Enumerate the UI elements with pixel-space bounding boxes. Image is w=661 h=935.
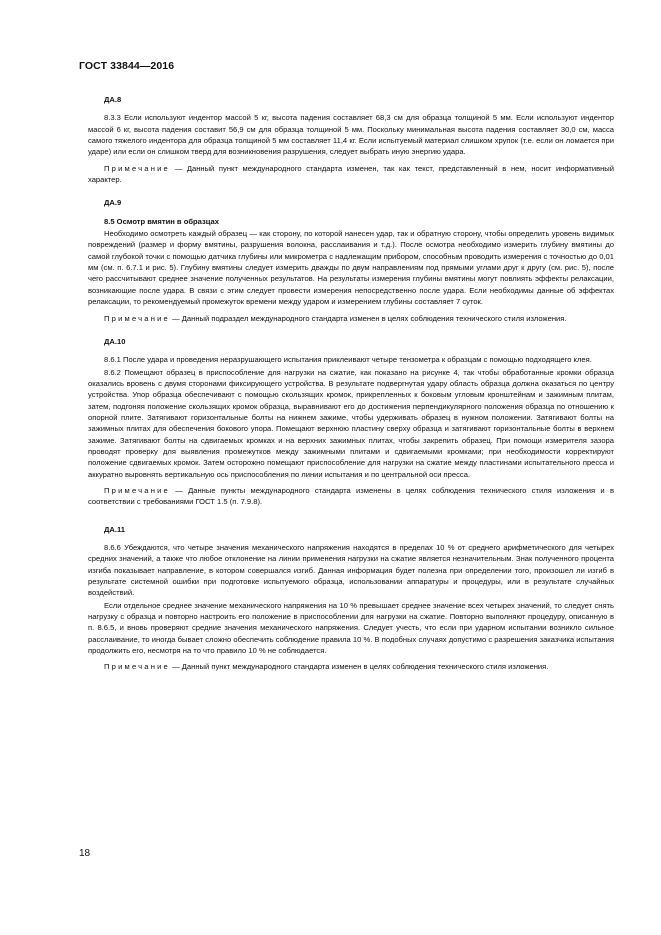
document-body — [88, 94, 614, 685]
section-heading-da10: ДА.10 — [104, 336, 126, 346]
note-label: Примечание — [104, 485, 170, 495]
note-text: — Данные пункты международного стандарта изменены в целях соблюдения технического стиля изложения и в соответствии с требованиями ГОСТ 1.5 (п. 7.9.8). — [88, 485, 614, 507]
note-label: Примечание — [104, 662, 170, 672]
note-da9 — [88, 313, 614, 324]
paragraph-8-6-6-cont: Если отдельное среднее значение механического напряжения на 10 % превышает среднее значение всех четырех значений, то следует снять нагрузку с образца и повторно настроить его положение в приспособлении для нагрузки на сжатие. Повторно выполняют процедуру, описанную в п. 8.6.5, и вновь проверяют средние значения механического напряжения. Следует учесть, что если при ударном испытании возникло сильное расслаивание, то иногда бывает сложно обеспечить соблюдение правила 10 %. В подобных случаях допустимо с разрешения заказчика испытания продолжить его, несмотря на то что правило 10 % не соблюдается. — [88, 600, 614, 656]
paragraph-8-6-1: 8.6.1 После удара и проведения неразрушающего испытания приклеивают четыре тензометра к образцам с помощью подходящего клея. — [104, 355, 592, 365]
standard-header: ГОСТ 33844—2016 — [79, 60, 175, 72]
subsection-heading-8-5: 8.5 Осмотр вмятин в образцах — [104, 216, 219, 226]
note-text: — Данный пункт международного стандарта изменен в целях соблюдения технического стиля изложения. — [169, 662, 549, 672]
note-da10 — [88, 485, 614, 508]
note-label: Примечание — [104, 163, 170, 173]
paragraph-8-6-6: 8.6.6 Убеждаются, что четыре значения механического напряжения находятся в пределах 10 % от среднего арифметического для четырех средних значений, а также что любое отклонение на линии применения нагрузки на сжатие является незначительным. Знак полученного процента изгиба показывает направление, в котором совершался изгиб. Данная информация будет полезна при определении того, произошел ли изгиб в результате системной ошибки при подготовке испытуемого образца, использовании аппаратуры и процедуры, или в результате случайных воздействий. — [88, 543, 614, 598]
note-da11 — [88, 661, 614, 672]
note-text: — Данный подраздел международного стандарта изменен в целях соблюдения технического стиля изложения. — [169, 313, 567, 323]
section-heading-da11: ДА.11 — [104, 524, 126, 534]
paragraph-8-6-2: 8.6.2 Помещают образец в приспособление для нагрузки на сжатие, как показано на рисунке 4, так чтобы обработанные кромки образца оказались вровень с двумя сторонами фиксирующего устройства. В результате подвергнутая удару область образца должна оказаться по центру устройства. Упор образца обеспечивают с помощью скользящих кромок, прикрепленных к боковым угловым кронштейнам и зажимным плитам, затем, подгоняя положение скользящих кромок образца, выравнивают его до достижения перпендикулярного положения образца по отношению к опорной плите. Затягивают горизонтальные болты на нижнем зажиме, чтобы удерживать образец в нужном положении. Затягивают болты на зажимных плитах для обеспечения бокового упора. Помещают верхнюю пластину сверху образца и затягивают горизонтальные болты в верхнем зажиме. Затягивают болты на сдвигаемых кромках и на верхних зажимных плитах, чтобы закрепить образец. При помощи измерителя зазора проводят проверку для выявления промежутков между зажимными плитами и сдвигаемыми кромками; при необходимости корректируют положение сдвигаемых кромок. Затем осторожно помещают приспособление для нагрузки на сжатие между пластинами испытательного пресса и аккуратно выровнять вертикальную ось приспособления по линии испытания и по центральной оси пресса. — [88, 367, 614, 479]
section-heading-da8: ДА.8 — [104, 95, 122, 104]
note-da8 — [88, 163, 614, 186]
paragraph-8-5: Необходимо осмотреть каждый образец — как сторону, по которой нанесен удар, так и обратную сторону, чтобы определить уровень видимых повреждений (размер и форму вмятины, разрушения волокна, расслаивания и т.д.). После осмотра необходимо измерить глубину вмятины до самой глубокой точки с помощью датчика глубины или микрометра с надлежащим прибором, способным проводить измерения с точностью до 0,01 мм (см. п. 6.7.1 и рис. 5). Глубину вмятины следует измерить дважды по двум направлениям под прямыми углами друг к другу (см. рис. 5), после чего рассчитывают среднее значение полученных результатов. На результаты измерения глубины вмятины могут повлиять эффекты релаксации, возникающие после удара. В связи с этим следует провести измерения непосредственно после удара. Если необходимы данные об эффектах релаксации, то рекомендуемый промежуток времени между ударом и измерением глубины составляет 7 суток. — [88, 229, 614, 307]
note-text: — Данный пункт международного стандарта изменен, так как текст, представленный в нем, носит информативный характер. — [88, 163, 614, 185]
section-heading-da9: ДА.9 — [104, 198, 122, 208]
paragraph-8-3-3: 8.3.3 Если используют индентор массой 5 кг, высота падения составляет 68,3 см для образца толщиной 5 мм. Если используют индентор массой 6 кг, высота падения составит 56,9 см для образца толщиной 5 мм. Поскольку минимальная высота падения составляет 30,0 см, масса самого тяжелого индентора для образца толщиной 5 мм составляет 11,4 кг. Если испытуемый материал слишком хрупок (т.е. если он ломается при ударе) или если он слишком тверд для возникновения разрушения, следует выбрать иную энергию удара. — [88, 113, 614, 157]
page-number: 18 — [79, 848, 91, 859]
note-label: Примечание — [104, 313, 170, 323]
